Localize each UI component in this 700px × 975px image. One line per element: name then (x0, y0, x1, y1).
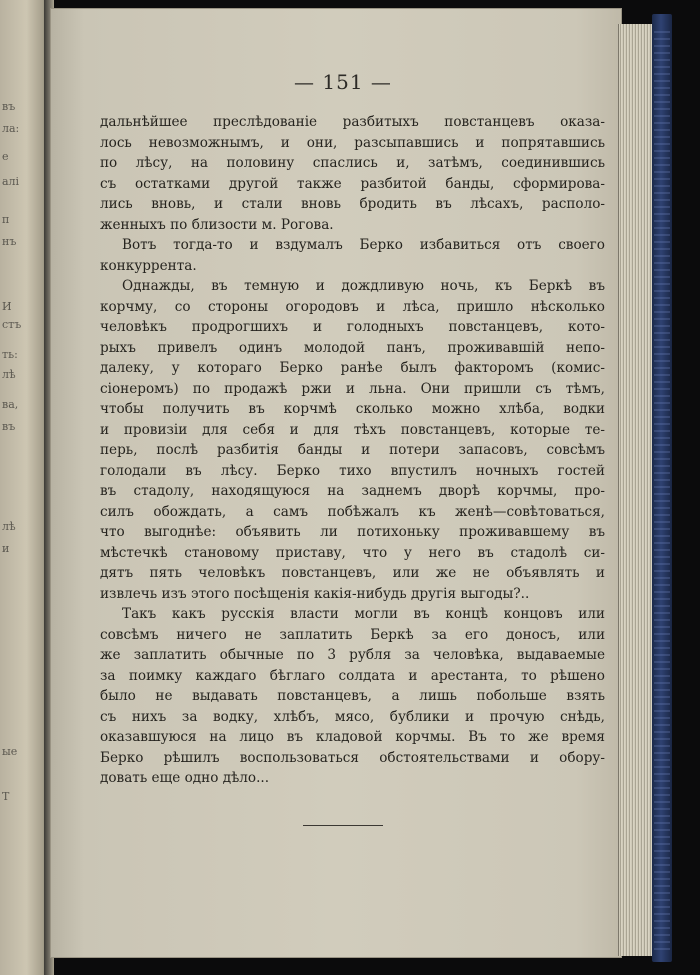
left-page-fragment: и (2, 542, 10, 555)
left-page-fragment: въ (2, 100, 16, 113)
left-page-fragment: лѣ (2, 368, 16, 381)
cover-texture (654, 30, 670, 950)
left-facing-page (0, 0, 48, 975)
text-line: рыхъ привелъ одинъ молодой панъ, проживавшій непо- (100, 339, 605, 356)
end-rule (303, 825, 383, 826)
text-line: Берко рѣшилъ воспользоваться обстоятельствами и обору- (100, 749, 605, 766)
text-line: далеку, у котораго Берко ранѣе былъ факторомъ (комис- (100, 360, 605, 376)
left-page-fragment: ые (2, 745, 18, 758)
text-line: совсѣмъ ничего не заплатить Беркѣ за его доносъ, или (100, 626, 605, 643)
text-line: оказавшуюся на лицо въ кладовой корчмы. Въ то же время (100, 729, 605, 745)
left-page-fragment: п (2, 213, 10, 226)
text-line: же заплатить обычные по 3 рубля за человѣка, выдаваемые (100, 647, 605, 663)
text-line: по лѣсу, на половину спаслись и, затѣмъ, соединившись (100, 155, 605, 171)
left-page-fragment: И (2, 300, 12, 313)
left-page-fragment: Т (2, 790, 10, 803)
left-page-fragment: нъ (2, 235, 17, 248)
left-page-fragment: въ (2, 420, 16, 433)
text-line: дальнѣйшее преслѣдованіе разбитыхъ повстанцевъ оказа- (100, 114, 605, 130)
text-line: съ нихъ за водку, хлѣбъ, мясо, бублики и прочую снѣдь, (100, 708, 605, 725)
text-line: дятъ пять человѣкъ повстанцевъ, или же не объявлять и (100, 565, 605, 581)
page-number: — 151 — (294, 70, 392, 94)
text-line: сіонеромъ) по продажѣ ржи и льна. Они пришли съ тѣмъ, (100, 380, 605, 397)
text-line: мѣстечкѣ становому приставу, что у него въ стадолѣ си- (100, 544, 605, 561)
left-page-fragment: ва, (2, 398, 19, 411)
left-page-fragment: стъ (2, 318, 22, 331)
left-page-fragment: алі (2, 175, 20, 188)
text-line: голодали въ лѣсу. Берко тихо впустилъ ночныхъ гостей (100, 462, 605, 479)
text-line: силъ обождать, а самъ побѣжалъ къ женѣ—совѣтоваться, (100, 503, 605, 520)
left-page-fragment: е (2, 150, 9, 163)
text-line: въ стадолу, находящуюся на заднемъ дворѣ корчмы, про- (100, 483, 605, 499)
text-line: перь, послѣ разбитія банды и потери запасовъ, совсѣмъ (100, 442, 605, 458)
text-line: съ остатками другой также разбитой банды, сформирова- (100, 175, 605, 192)
text-line: человѣкъ продрогшихъ и голодныхъ повстанцевъ, кото- (100, 319, 605, 335)
text-line: лись вновь, и стали вновь бродить въ лѣсахъ, располо- (100, 196, 605, 212)
left-page-fragment: ть: (2, 348, 18, 361)
text-line: и провизіи для себя и для тѣхъ повстанцевъ, которые те- (100, 421, 605, 438)
text-line: лось невозможнымъ, и они, разсыпавшись и попрятавшись (100, 134, 605, 151)
text-line: Однажды, въ темную и дождливую ночь, къ Беркѣ въ (122, 278, 605, 294)
text-line: корчму, со стороны огородовъ и лѣса, пришло нѣсколько (100, 298, 605, 315)
text-line: Вотъ тогда-то и вздумалъ Берко избавиться отъ своего (122, 237, 605, 253)
text-line: извлечь изъ этого посѣщенія какія-нибудь другія выгоды?.. (100, 585, 530, 602)
text-line: за поимку каждаго бѣглаго солдата и арестанта, то рѣшено (100, 667, 605, 684)
left-page-fragment: лѣ (2, 520, 16, 533)
page-text (100, 112, 605, 789)
text-line: что выгоднѣе: объявить ли потихоньку проживавшему въ (100, 524, 605, 540)
left-page-fragment: ла: (2, 122, 20, 135)
text-line: женныхъ по близости м. Рогова. (100, 216, 334, 233)
text-line: конкуррента. (100, 257, 197, 274)
text-line: довать еще одно дѣло... (100, 770, 270, 786)
text-line: было не выдавать повстанцевъ, а лишь побольше взять (100, 688, 605, 704)
text-line: Такъ какъ русскія власти могли въ концѣ концовъ или (122, 606, 605, 622)
book-page (50, 8, 622, 958)
page-edges (618, 24, 655, 956)
text-line: чтобы получить въ корчмѣ сколько можно хлѣба, водки (100, 401, 605, 417)
